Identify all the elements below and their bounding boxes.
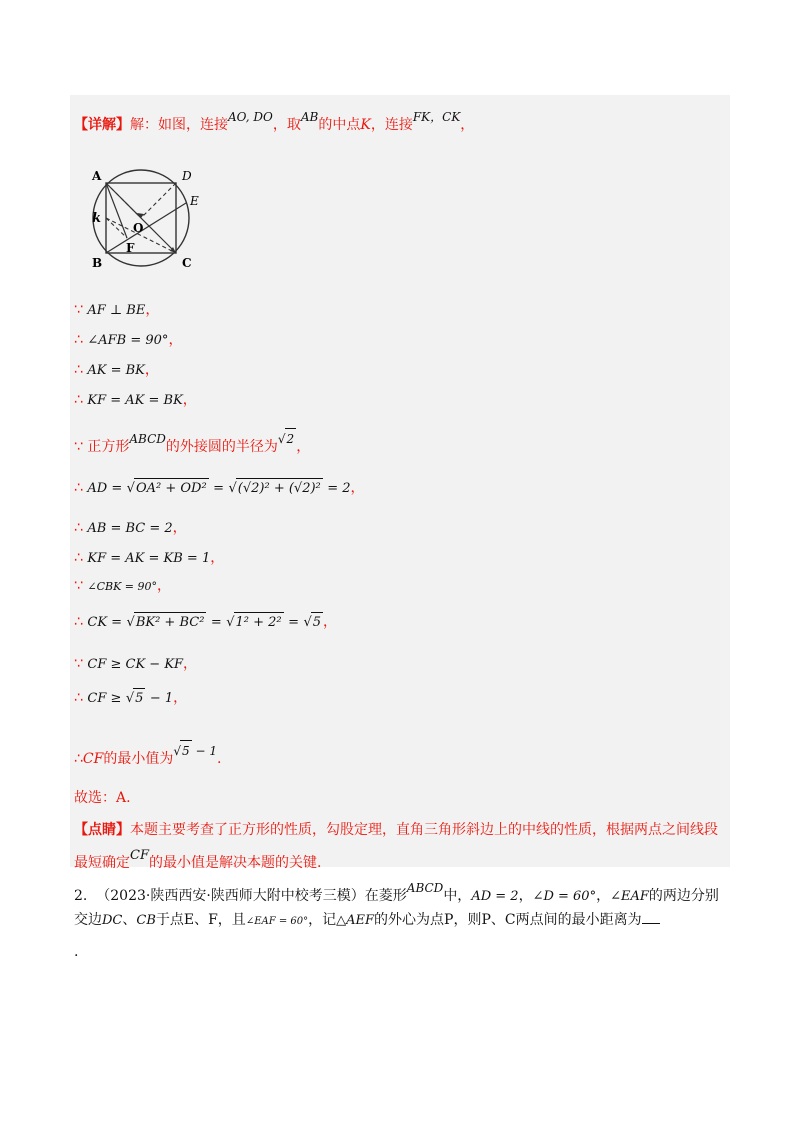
label-f: F	[126, 241, 135, 255]
step-5	[74, 428, 310, 457]
math: AD =	[87, 481, 123, 496]
geometry-figure	[84, 163, 224, 275]
comment-line-1	[74, 820, 718, 840]
question-number: 2.	[74, 888, 88, 904]
label-b: B	[92, 256, 103, 270]
sqrt-expression	[173, 744, 217, 758]
label-c: C	[182, 256, 192, 270]
radicand: 5	[311, 612, 323, 633]
because-symbol: ∵	[74, 656, 83, 672]
text: ，	[144, 362, 159, 378]
text: 解：如图，连接	[130, 117, 228, 133]
math: ∠CBK = 90°	[87, 580, 158, 593]
label-e: E	[190, 194, 199, 208]
math: △AEF	[336, 913, 375, 928]
step-2	[74, 330, 182, 351]
text: ，取	[272, 117, 301, 133]
text: 本题主要考查了正方形的性质，勾股定理，直角三角形斜边上的中线的性质，根据两点之间线段	[130, 822, 718, 838]
text: 的最小值是解决本题的关键.	[148, 855, 322, 871]
text: 的两边分别	[648, 888, 719, 904]
math: − 1	[149, 691, 174, 706]
step-8	[74, 548, 224, 569]
step-9	[74, 576, 171, 597]
radical-sign: √	[226, 615, 235, 630]
label-d: D	[182, 169, 192, 183]
text: ，	[173, 690, 188, 706]
dashed-ao	[106, 183, 141, 218]
question-2-line-1	[74, 878, 719, 907]
therefore-symbol: ∴	[74, 392, 83, 408]
radicand: (√2)² + (√2)²	[236, 478, 323, 499]
math: ∠AFB = 90°	[87, 333, 169, 348]
therefore-symbol: ∴	[74, 690, 83, 706]
text: ，	[323, 614, 338, 630]
math: KF = AK = KB = 1	[87, 551, 211, 566]
step-10	[74, 612, 337, 633]
step-12	[74, 688, 187, 709]
math: AK = BK	[87, 363, 145, 378]
sqrt-expression	[229, 481, 323, 496]
because-symbol: ∵	[74, 439, 83, 455]
text: （2023·陕西西安·陕西师大附中校考三模）在菱形	[96, 888, 407, 904]
step-11	[74, 654, 197, 675]
radicand: 5	[133, 688, 145, 709]
dashed-kf	[106, 218, 127, 238]
text: ，	[182, 392, 197, 408]
step-13	[74, 740, 221, 769]
text: ，	[518, 888, 533, 904]
text: 的中点	[318, 117, 361, 133]
math: CK =	[87, 615, 123, 630]
step-1	[74, 300, 159, 321]
radical-sign: √	[228, 481, 237, 496]
text: ，	[183, 656, 198, 672]
sqrt-expression	[303, 615, 323, 630]
label-a: A	[92, 169, 102, 183]
math: CB	[136, 913, 156, 928]
sqrt-expression	[126, 691, 146, 706]
therefore-symbol: ∴	[74, 614, 83, 630]
label-o: O	[133, 221, 144, 235]
comment-tag: 【点睛】	[74, 822, 130, 838]
therefore-symbol: ∴	[74, 520, 83, 536]
math: − 1	[195, 744, 217, 758]
comment-line-2	[74, 846, 321, 873]
radical-sign: √	[303, 615, 312, 630]
math: FK，CK	[412, 110, 461, 124]
math: =	[213, 481, 225, 496]
radicand: 1² + 2²	[234, 612, 284, 633]
text: ，	[296, 439, 311, 455]
therefore-symbol: ∴	[74, 751, 83, 767]
radicand: 2	[285, 428, 297, 449]
sqrt-expression	[226, 615, 283, 630]
text: 的外接圆的半径为	[165, 439, 278, 455]
step-4	[74, 390, 197, 411]
math: AD = 2	[471, 889, 519, 904]
math: =	[288, 615, 299, 630]
text: ，	[460, 117, 475, 133]
text: ，	[145, 302, 160, 318]
step-7	[74, 518, 187, 539]
text: K	[360, 117, 371, 133]
text: .	[217, 751, 222, 767]
therefore-symbol: ∴	[74, 550, 83, 566]
answer-blank[interactable]	[642, 923, 660, 924]
sqrt-expression	[127, 481, 209, 496]
sqrt-expression	[127, 615, 207, 630]
math: CF ≥	[87, 691, 122, 706]
text: 中，	[443, 888, 472, 904]
question-2-line-3: .	[74, 944, 79, 960]
text: 最短确定	[74, 855, 130, 871]
math: CF	[130, 848, 149, 863]
radical-sign: √	[126, 481, 135, 496]
text: ，记	[308, 912, 337, 928]
line-af	[106, 183, 127, 238]
radicand: OA² + OD²	[134, 478, 209, 499]
answer-line: 故选：A.	[74, 790, 131, 806]
therefore-symbol: ∴	[74, 362, 83, 378]
text: 于点E、F，且	[155, 912, 246, 928]
radical-sign: √	[277, 432, 286, 446]
therefore-symbol: ∴	[74, 480, 83, 496]
text: ，	[168, 332, 183, 348]
text: 的最小值为	[103, 751, 174, 767]
sqrt-expression	[278, 432, 296, 446]
line-be	[106, 203, 186, 253]
math: = 2	[327, 481, 351, 496]
because-symbol: ∵	[74, 302, 83, 318]
because-symbol: ∵	[74, 578, 83, 594]
solution-intro	[74, 107, 474, 135]
radical-sign: √	[126, 615, 135, 630]
text: ，	[157, 578, 172, 594]
math: AB	[300, 110, 319, 124]
text: ，连接	[370, 117, 413, 133]
math: ABCD	[406, 881, 444, 895]
text: 的外心为点P，则P、C两点间的最小距离为	[374, 912, 642, 928]
radicand: 5	[180, 740, 192, 761]
label-k: k	[92, 211, 102, 226]
radicand: BK² + BC²	[134, 612, 207, 633]
math: AF ⊥ BE	[87, 303, 146, 318]
text: ，	[596, 888, 611, 904]
text: ，	[350, 480, 365, 496]
question-2-line-2	[74, 910, 660, 932]
text: 、	[122, 912, 137, 928]
math: AB = BC = 2	[87, 521, 173, 536]
math: KF = AK = BK	[87, 393, 183, 408]
detail-tag: 【详解】	[74, 117, 130, 133]
text: ，	[210, 550, 225, 566]
math: ∠EAF = 60°	[245, 916, 309, 927]
math: =	[210, 615, 222, 630]
math: ABCD	[129, 432, 166, 446]
text: ，	[172, 520, 187, 536]
math: AO, DO	[228, 110, 273, 124]
therefore-symbol: ∴	[74, 332, 83, 348]
text: 正方形	[87, 439, 130, 455]
text: 交边	[74, 912, 102, 928]
step-3	[74, 360, 159, 381]
math: CF ≥ CK − KF	[87, 657, 184, 672]
math: DC	[102, 913, 123, 928]
text: CF	[82, 751, 104, 767]
radical-sign: √	[173, 744, 182, 758]
step-6	[74, 478, 365, 499]
math: ∠EAF	[610, 889, 649, 904]
radical-sign: √	[125, 691, 135, 706]
math: ∠D = 60°	[532, 889, 597, 904]
